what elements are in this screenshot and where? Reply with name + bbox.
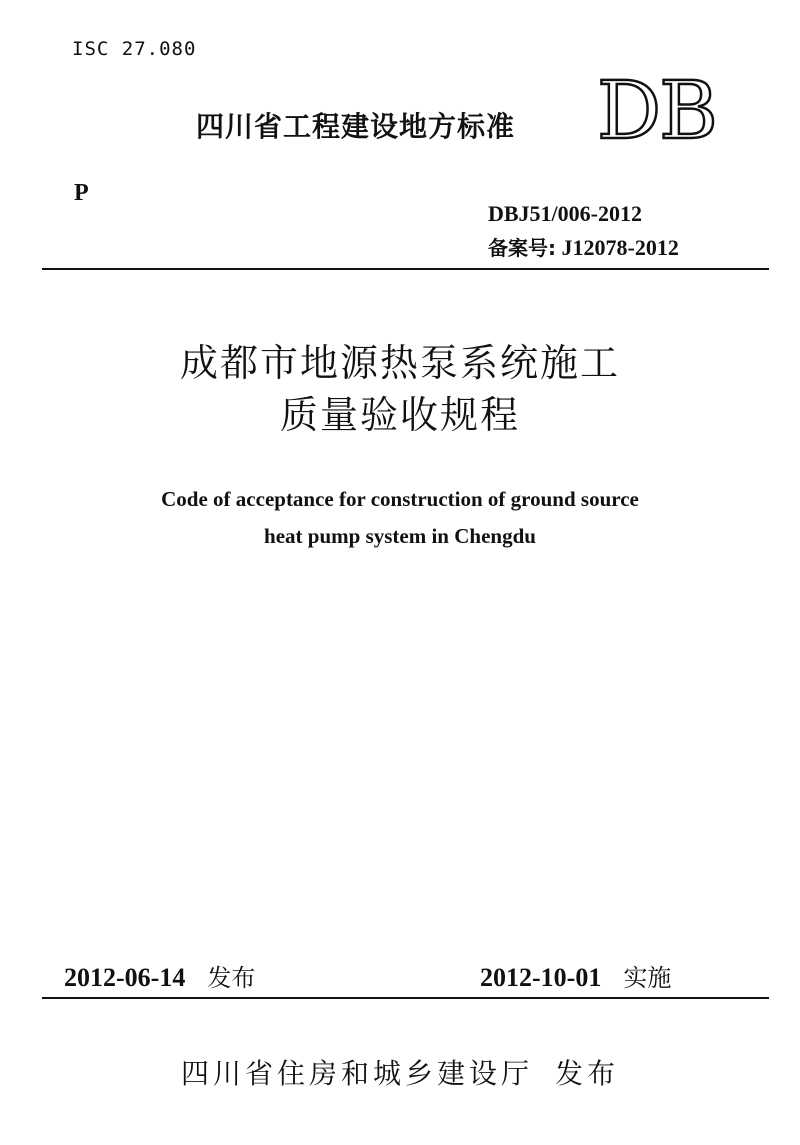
publisher (0, 1052, 800, 1092)
title-zh-line1: 成都市地源热泵系统施工 (179, 341, 620, 385)
issue-date: 2012-06-14 (64, 963, 186, 992)
filing-record (488, 232, 679, 261)
top-divider (42, 268, 769, 270)
bottom-divider (42, 997, 769, 999)
title-zh-line2: 质量验收规程 (279, 393, 520, 437)
db-logo-mark: DB (597, 64, 716, 157)
ics-code: ISC 27.080 (72, 38, 197, 60)
effective-label: 实施 (623, 964, 672, 992)
effective-date: 2012-10-01 (480, 963, 602, 992)
standard-type: 四川省工程建设地方标准 (196, 110, 516, 143)
standard-number: DBJ51/006-2012 (488, 201, 642, 226)
filing-label: 备案号: (488, 236, 556, 260)
publisher-label: 发布 (555, 1057, 620, 1090)
issue-date-block (64, 958, 255, 993)
category-code: P (74, 180, 89, 206)
db-logo (597, 64, 716, 157)
publisher-name: 四川省住房和城乡建设厅 (180, 1057, 533, 1090)
filing-number: J12078-2012 (561, 235, 679, 260)
title-en-line2: heat pump system in Chengdu (264, 524, 536, 548)
title-en-line1: Code of acceptance for construction of ground source (161, 487, 639, 511)
effective-date-block (480, 958, 671, 993)
issue-label: 发布 (207, 964, 256, 992)
